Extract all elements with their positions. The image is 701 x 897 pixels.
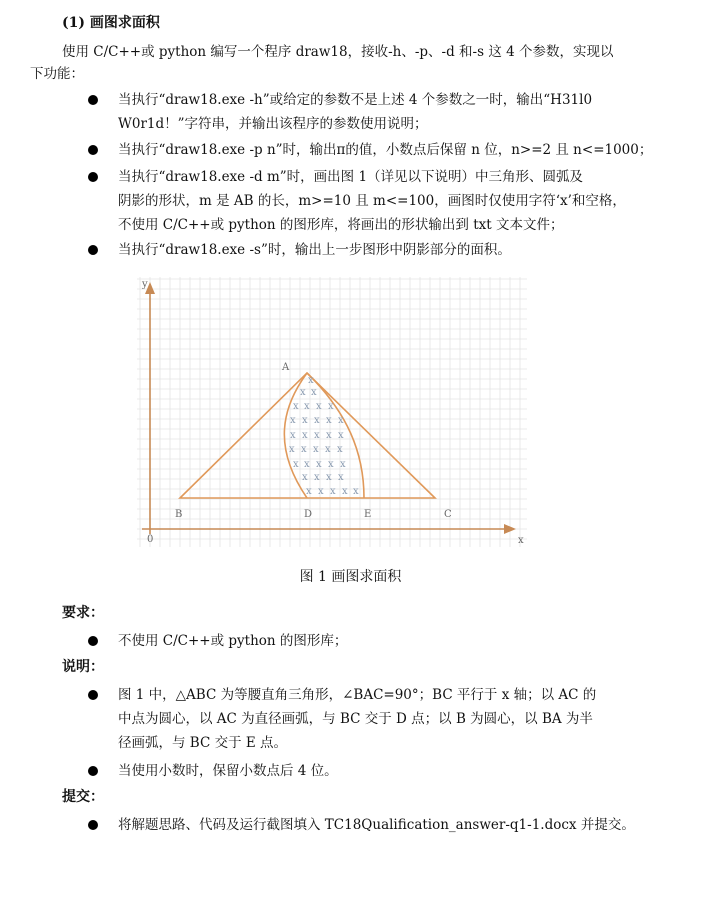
- feature-line: 当执行“draw18.exe -d m”时，画出图 1（详见以下说明）中三角形、圆弧及: [118, 169, 584, 185]
- intro-line-1: 使用 C/C++或 python 编写一个程序 draw18，接收-h、-p、-d 和-s 这 4 个参数，实现以: [62, 44, 614, 60]
- bullet-icon: [88, 245, 98, 255]
- shade-x-mark: x: [308, 375, 314, 386]
- shade-x-mark: x: [301, 444, 307, 455]
- shade-x-mark: x: [330, 486, 336, 497]
- section-title: (1) 画图求面积: [62, 15, 160, 31]
- shade-x-mark: x: [325, 444, 331, 455]
- submit-item: [118, 813, 663, 837]
- shade-x-mark: x: [326, 430, 332, 441]
- shade-x-mark: x: [326, 472, 332, 483]
- submit-line: 将解题思路、代码及运行截图填入 TC18Qualification_answer-q1-1.docx 并提交。: [118, 817, 635, 833]
- shade-x-mark: x: [300, 387, 306, 398]
- shade-x-mark: x: [302, 415, 308, 426]
- shade-x-mark: x: [293, 459, 299, 470]
- x-axis-label: x: [518, 535, 524, 546]
- shade-x-mark: x: [313, 444, 319, 455]
- shade-x-mark: x: [304, 401, 310, 412]
- shade-x-mark: x: [314, 430, 320, 441]
- note-line: 当使用小数时，保留小数点后 4 位。: [118, 763, 338, 779]
- feature-item-p: [118, 138, 663, 162]
- requirements-heading: 要求：: [62, 605, 104, 621]
- bullet-icon: [88, 690, 98, 700]
- feature-item-d: [118, 165, 663, 237]
- requirement-item: [118, 629, 663, 653]
- note-line: 图 1 中，△ABC 为等腰直角三角形，∠BAC=90°；BC 平行于 x 轴；以 AC 的: [118, 687, 597, 703]
- bullet-icon: [88, 145, 98, 155]
- shade-x-mark: x: [353, 486, 359, 497]
- shade-x-mark: x: [328, 459, 334, 470]
- bullet-icon: [88, 820, 98, 830]
- shade-x-mark: x: [337, 444, 343, 455]
- shade-x-mark: x: [304, 459, 310, 470]
- point-label-e: E: [364, 509, 372, 520]
- bullet-icon: [88, 172, 98, 182]
- notes-heading: 说明：: [62, 659, 104, 675]
- feature-line: 当执行“draw18.exe -p n”时，输出π的值，小数点后保留 n 位，n>=2 且 n<=1000；: [118, 142, 653, 158]
- shade-x-mark: x: [290, 430, 296, 441]
- shade-x-mark: x: [340, 459, 346, 470]
- feature-item-s: [118, 238, 663, 262]
- shade-x-mark: x: [293, 401, 299, 412]
- feature-line: 不使用 C/C++或 python 的图形库，将画出的形状输出到 txt 文本文件；: [118, 217, 564, 233]
- y-axis-label: y: [142, 279, 148, 290]
- feature-line: 当执行“draw18.exe -h”或给定的参数不是上述 4 个参数之一时，输出“H31l0: [118, 92, 593, 108]
- feature-line: W0r1d！”字符串，并输出该程序的参数使用说明；: [118, 116, 428, 132]
- point-label-b: B: [175, 509, 183, 520]
- shade-x-mark: x: [316, 401, 322, 412]
- shade-x-mark: x: [314, 472, 320, 483]
- feature-line: 当执行“draw18.exe -s”时，输出上一步图形中阴影部分的面积。: [118, 242, 511, 258]
- note-line: 径画弧，与 BC 交于 E 点。: [118, 735, 288, 751]
- bullet-icon: [88, 636, 98, 646]
- shade-x-mark: x: [318, 486, 324, 497]
- figure-caption: 图 1 画图求面积: [299, 569, 402, 585]
- note-item-figure: [118, 683, 663, 755]
- shade-x-mark: x: [302, 430, 308, 441]
- origin-label: 0: [147, 534, 154, 545]
- point-label-a: A: [282, 362, 290, 373]
- shade-x-mark: x: [342, 486, 348, 497]
- shade-x-mark: x: [306, 486, 312, 497]
- shade-x-mark: x: [314, 415, 320, 426]
- bullet-icon: [88, 95, 98, 105]
- shade-x-mark: x: [316, 459, 322, 470]
- shade-x-mark: x: [328, 401, 334, 412]
- shade-x-mark: x: [311, 387, 317, 398]
- note-item-decimal: [118, 759, 663, 783]
- shade-x-mark: x: [290, 415, 296, 426]
- point-label-c: C: [444, 509, 452, 520]
- intro-line-2: 下功能：: [30, 66, 84, 82]
- shade-x-mark: x: [302, 472, 308, 483]
- requirement-line: 不使用 C/C++或 python 的图形库；: [118, 633, 348, 649]
- figure-1-diagram: [132, 272, 534, 554]
- shade-x-mark: x: [338, 430, 344, 441]
- note-line: 中点为圆心，以 AC 为直径画弧，与 BC 交于 D 点；以 B 为圆心，以 BA 为半: [118, 711, 593, 727]
- point-label-d: D: [304, 509, 313, 520]
- feature-item-h: [118, 88, 663, 136]
- shade-x-mark: x: [289, 444, 295, 455]
- shade-x-mark: x: [338, 415, 344, 426]
- submit-heading: 提交：: [62, 789, 104, 805]
- grid: [137, 277, 527, 547]
- shade-x-mark: x: [338, 472, 344, 483]
- shade-x-mark: x: [326, 415, 332, 426]
- bullet-icon: [88, 766, 98, 776]
- feature-line: 阴影的形状，m 是 AB 的长，m>=10 且 m<=100，画图时仅使用字符‘x’和空格，: [118, 193, 626, 209]
